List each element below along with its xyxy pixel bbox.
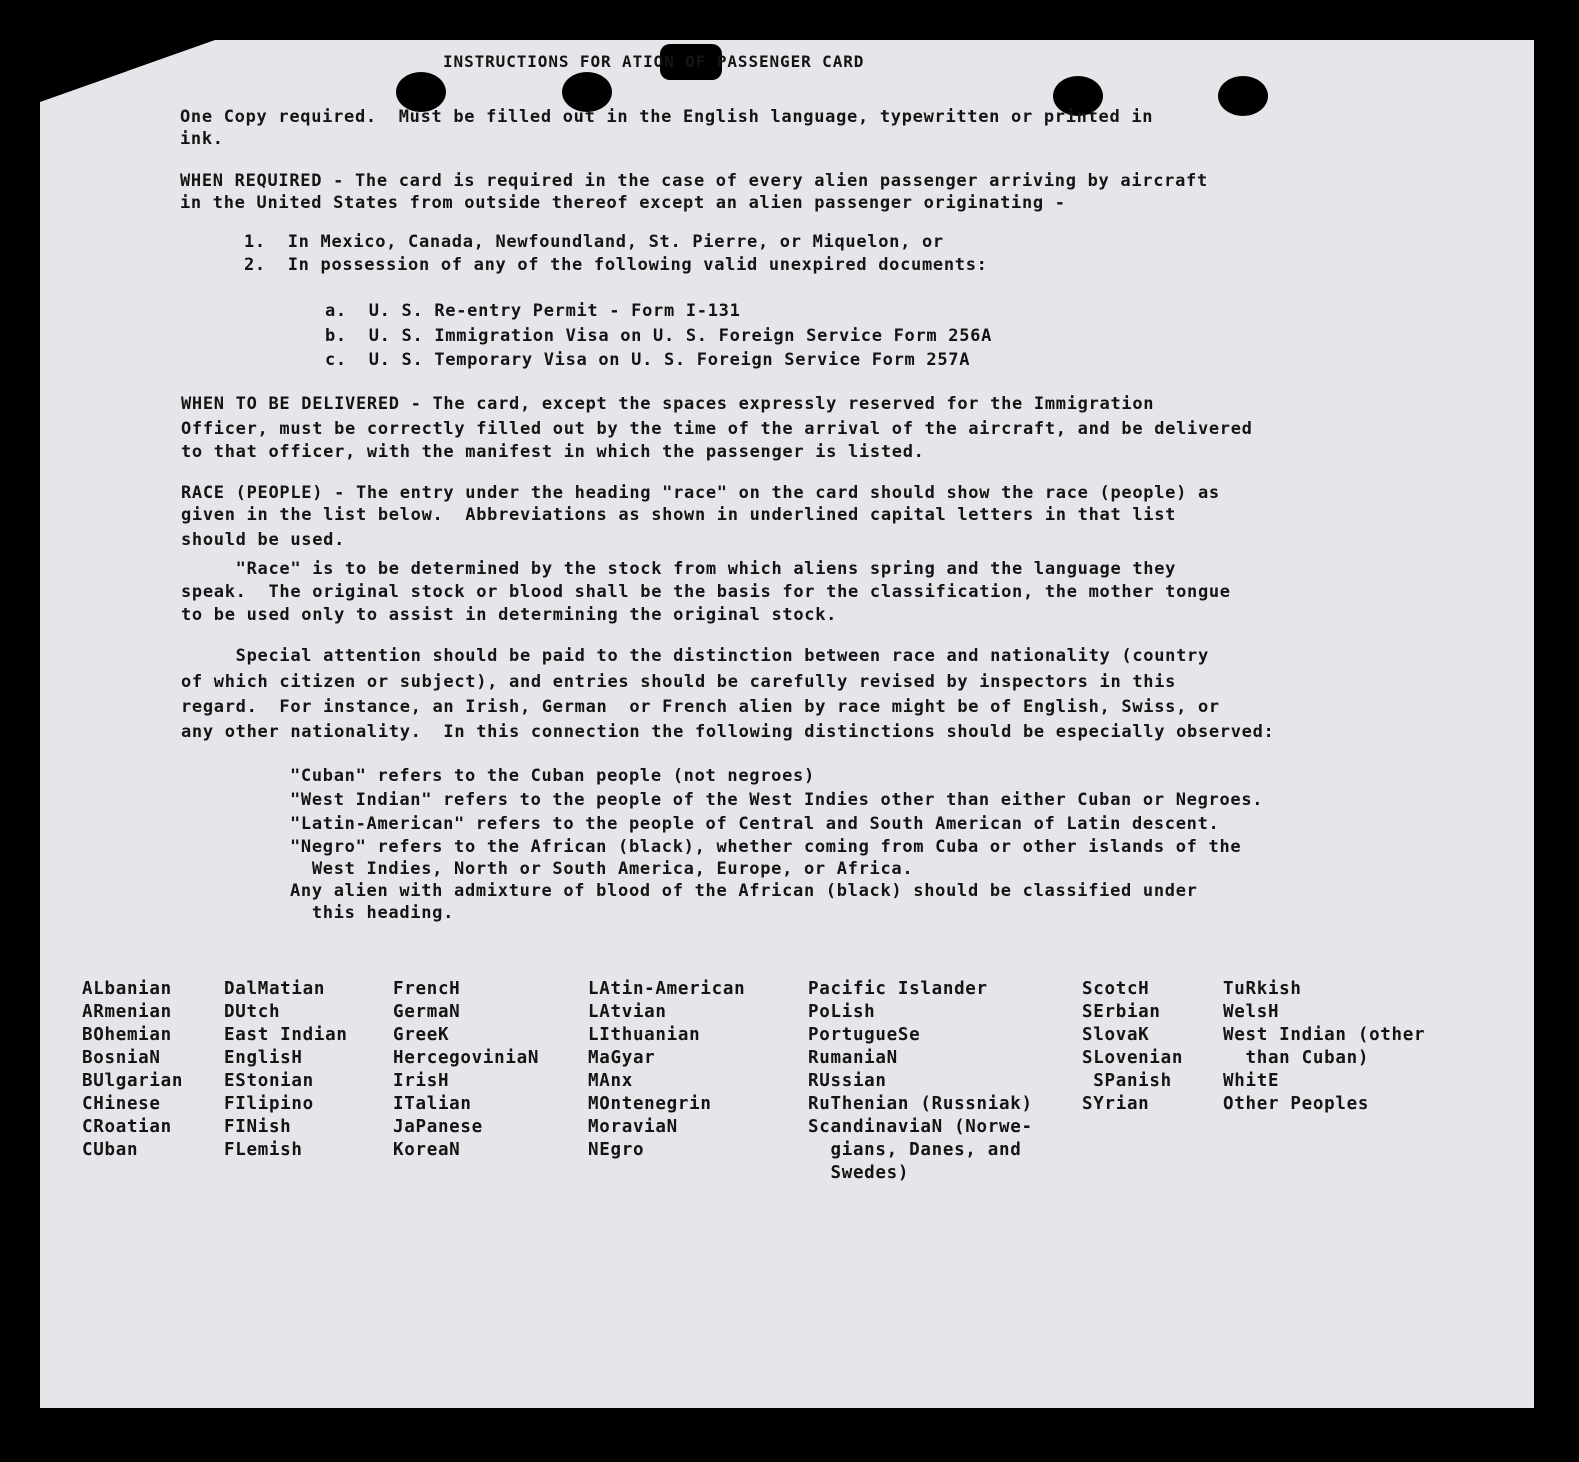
race-entry: IrisH xyxy=(393,1071,450,1091)
race-entry: LAtin-American xyxy=(588,979,746,999)
race-entry: EnglisH xyxy=(224,1048,303,1068)
origin-item-1: 1. In Mexico, Canada, Newfoundland, St. Pierre, or Miquelon, or xyxy=(244,232,944,252)
race-entry: FrencH xyxy=(393,979,461,999)
race-entry: DalMatian xyxy=(224,979,326,999)
document-item-a: a. U. S. Re-entry Permit - Form I-131 xyxy=(325,301,741,321)
race-entry: East Indian xyxy=(224,1025,348,1045)
race-entry: PortugueSe xyxy=(808,1025,921,1045)
race-line-6: to be used only to assist in determining the original stock. xyxy=(181,605,838,625)
race-entry: LIthuanian xyxy=(588,1025,701,1045)
race-entry: WhitE xyxy=(1223,1071,1280,1091)
distinction-admixture-cont: this heading. xyxy=(290,903,455,923)
race-entry: HercegoviniaN xyxy=(393,1048,540,1068)
torn-corner xyxy=(40,40,215,102)
race-list-column-3 xyxy=(393,978,539,1162)
race-entry: MaGyar xyxy=(588,1048,656,1068)
race-entry: SPanish xyxy=(1082,1071,1172,1091)
race-entry: MAnx xyxy=(588,1071,633,1091)
race-entry: RUssian xyxy=(808,1071,887,1091)
race-entry: West Indian (other xyxy=(1223,1025,1426,1045)
race-entry: SLovenian xyxy=(1082,1048,1184,1068)
when-required-line-1: WHEN REQUIRED - The card is required in the case of every alien passenger arriving by aircraft xyxy=(180,171,1208,191)
distinction-cuban: "Cuban" refers to the Cuban people (not negroes) xyxy=(290,766,815,786)
race-entry: PoLish xyxy=(808,1002,876,1022)
race-entry: Pacific Islander xyxy=(808,979,988,999)
race-entry: Other Peoples xyxy=(1223,1094,1370,1114)
document-title: INSTRUCTIONS FOR ATION OF PASSENGER CARD xyxy=(443,52,865,71)
race-list-column-5 xyxy=(808,978,1033,1185)
distinction-latin-american: "Latin-American" refers to the people of Central and South American of Latin descent. xyxy=(290,814,1220,834)
distinction-negro-cont: West Indies, North or South America, Europe, or Africa. xyxy=(290,859,914,879)
race-entry: CUban xyxy=(82,1140,139,1160)
race-line-5: speak. The original stock or blood shall be the basis for the classification, the mother tongue xyxy=(181,582,1231,602)
distinction-negro: "Negro" refers to the African (black), whether coming from Cuba or other islands of the xyxy=(290,837,1242,857)
race-entry: gians, Danes, and xyxy=(808,1140,1022,1160)
race-entry: Swedes) xyxy=(808,1163,910,1183)
copy-line-1: One Copy required. Must be filled out in the English language, typewritten or printed in xyxy=(180,107,1154,127)
race-entry: FIlipino xyxy=(224,1094,314,1114)
race-entry: FINish xyxy=(224,1117,292,1137)
race-list-column-6 xyxy=(1082,978,1183,1116)
race-entry: SErbian xyxy=(1082,1002,1161,1022)
when-delivered-line-3: to that officer, with the manifest in which the passenger is listed. xyxy=(181,442,925,462)
copy-line-2: ink. xyxy=(180,129,224,149)
race-entry: JaPanese xyxy=(393,1117,483,1137)
race-entry: WelsH xyxy=(1223,1002,1280,1022)
race-entry: ITalian xyxy=(393,1094,472,1114)
distinction-admixture: Any alien with admixture of blood of the African (black) should be classified under xyxy=(290,881,1198,901)
race-entry: RuThenian (Russniak) xyxy=(808,1094,1033,1114)
race-entry: GermaN xyxy=(393,1002,461,1022)
race-entry: ScotcH xyxy=(1082,979,1150,999)
distinction-west-indian: "West Indian" refers to the people of the West Indies other than either Cuban or Negroes. xyxy=(290,790,1264,810)
when-delivered-line-2: Officer, must be correctly filled out by the time of the arrival of the aircraft, and be delivered xyxy=(181,419,1253,439)
race-entry: FLemish xyxy=(224,1140,303,1160)
race-entry: ALbanian xyxy=(82,979,172,999)
race-entry: BOhemian xyxy=(82,1025,172,1045)
race-line-3: should be used. xyxy=(181,530,346,550)
special-line-1: Special attention should be paid to the distinction between race and nationality (country xyxy=(181,646,1209,666)
race-list-column-4 xyxy=(588,978,745,1162)
race-entry: RumaniaN xyxy=(808,1048,898,1068)
race-entry: KoreaN xyxy=(393,1140,461,1160)
document-item-b: b. U. S. Immigration Visa on U. S. Foreign Service Form 256A xyxy=(325,326,993,346)
race-list-column-7 xyxy=(1223,978,1425,1116)
race-line-2: given in the list below. Abbreviations as shown in underlined capital letters in that list xyxy=(181,505,1177,525)
race-list-column-1 xyxy=(82,978,183,1162)
special-line-3: regard. For instance, an Irish, German or French alien by race might be of English, Swiss, or xyxy=(181,697,1220,717)
race-entry: CRoatian xyxy=(82,1117,172,1137)
race-entry: LAtvian xyxy=(588,1002,667,1022)
race-entry: EStonian xyxy=(224,1071,314,1091)
race-entry: TuRkish xyxy=(1223,979,1302,999)
race-entry: than Cuban) xyxy=(1223,1048,1370,1068)
race-entry: NEgro xyxy=(588,1140,645,1160)
race-entry: ScandinaviaN (Norwe- xyxy=(808,1117,1033,1137)
document-item-c: c. U. S. Temporary Visa on U. S. Foreign Service Form 257A xyxy=(325,350,971,370)
race-entry: MOntenegrin xyxy=(588,1094,712,1114)
race-entry: MoraviaN xyxy=(588,1117,678,1137)
race-entry: DUtch xyxy=(224,1002,281,1022)
race-line-1: RACE (PEOPLE) - The entry under the heading "race" on the card should show the race (people) as xyxy=(181,483,1220,503)
race-entry: BUlgarian xyxy=(82,1071,184,1091)
race-entry: ARmenian xyxy=(82,1002,172,1022)
race-entry: GreeK xyxy=(393,1025,450,1045)
special-line-4: any other nationality. In this connection the following distinctions should be especially observed: xyxy=(181,722,1275,742)
when-required-line-2: in the United States from outside thereof except an alien passenger originating - xyxy=(180,193,1066,213)
special-line-2: of which citizen or subject), and entries should be carefully revised by inspectors in this xyxy=(181,672,1177,692)
race-list-column-2 xyxy=(224,978,348,1162)
origin-item-2: 2. In possession of any of the following valid unexpired documents: xyxy=(244,255,988,275)
race-entry: CHinese xyxy=(82,1094,161,1114)
when-delivered-line-1: WHEN TO BE DELIVERED - The card, except the spaces expressly reserved for the Immigration xyxy=(181,394,1155,414)
race-entry: SYrian xyxy=(1082,1094,1150,1114)
punch-hole xyxy=(1218,76,1268,116)
race-entry: BosniaN xyxy=(82,1048,161,1068)
race-line-4: "Race" is to be determined by the stock from which aliens spring and the language they xyxy=(181,559,1177,579)
race-entry: SlovaK xyxy=(1082,1025,1150,1045)
